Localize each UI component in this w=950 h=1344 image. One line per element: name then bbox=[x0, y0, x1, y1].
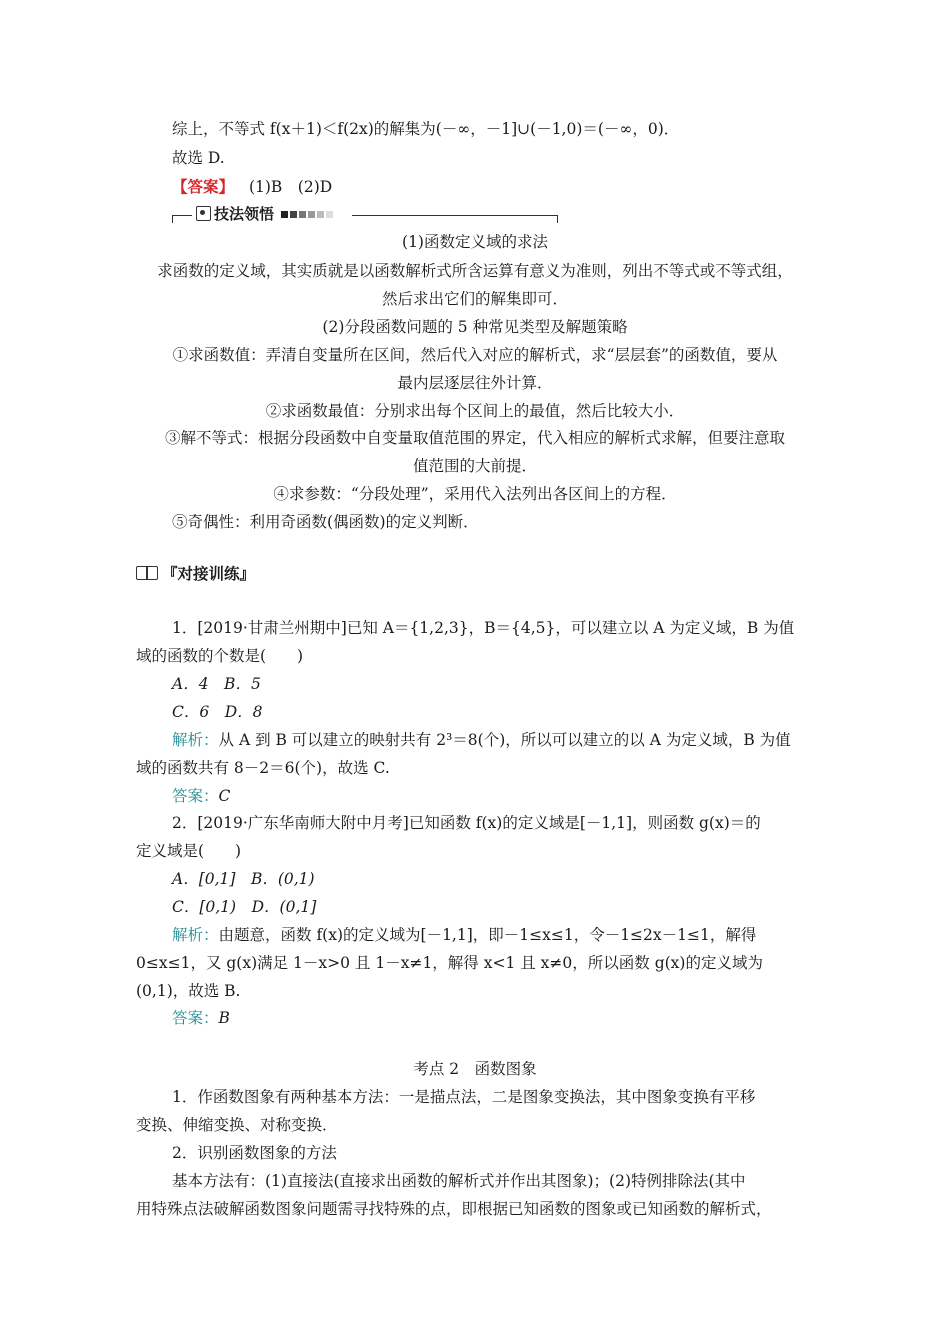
square-icon bbox=[317, 211, 324, 218]
tip-line: ④求参数：“分段处理”，采用代入法列出各区间上的方程． bbox=[273, 485, 677, 503]
solution-text: 从 A 到 B 可以建立的映射共有 2³＝8(个)，所以可以建立的以 A 为定义域，B 为值 bbox=[218, 731, 791, 749]
answer-line bbox=[172, 785, 230, 807]
square-icon bbox=[290, 211, 297, 218]
square-icon bbox=[308, 211, 315, 218]
tip-line: (2)分段函数问题的 5 种常见类型及解题策略 bbox=[322, 318, 628, 336]
square-icon bbox=[326, 211, 333, 218]
tip-line: ⑤奇偶性：利用奇函数(偶函数)的定义判断． bbox=[172, 513, 479, 531]
option-line: A．[0,1] B．(0,1) bbox=[172, 870, 315, 888]
tip-title: 技法领悟 bbox=[214, 205, 275, 223]
tip-line: 求函数的定义域，其实质就是以函数解析式所含运算有意义为准则，列出不等式或不等式组， bbox=[157, 262, 793, 280]
tip-line: (1)函数定义域的求法 bbox=[402, 233, 548, 251]
text-line: 1．作函数图象有两种基本方法：一是描点法，二是图象变换法，其中图象变换有平移 bbox=[172, 1088, 756, 1106]
training-title: 『对接训练』 bbox=[162, 565, 256, 583]
answer-label: 【答案】 bbox=[172, 177, 235, 196]
answer-value: C bbox=[218, 787, 231, 805]
answer-label: 答案： bbox=[172, 787, 219, 805]
text-line: 2．识别函数图象的方法 bbox=[172, 1144, 337, 1162]
answer-value: B bbox=[218, 1009, 230, 1027]
book-icon bbox=[136, 566, 158, 581]
option-line: C．6 D．8 bbox=[172, 703, 263, 721]
square-icon bbox=[299, 211, 306, 218]
question-line: 2．[2019·广东华南师大附中月考]已知函数 f(x)的定义域是[－1,1]，则函数 g(x)＝的 bbox=[172, 814, 761, 832]
solution-line bbox=[172, 924, 756, 946]
text-line: 基本方法有：(1)直接法(直接求出函数的解析式并作出其图象)；(2)特例排除法(其中 bbox=[172, 1172, 746, 1190]
tip-line: ②求函数最值：分别求出每个区间上的最值，然后比较大小． bbox=[265, 402, 685, 420]
tip-line: 值范围的大前提． bbox=[412, 457, 537, 475]
text-line: 故选 D. bbox=[172, 149, 225, 167]
solution-text: 由题意，函数 f(x)的定义域为[－1,1]，即－1≤x≤1，令－1≤2x－1≤1，解得 bbox=[218, 926, 757, 944]
solution-label: 解析： bbox=[172, 731, 219, 749]
section-title: 考点 2 函数图象 bbox=[413, 1060, 537, 1078]
question-line: 1．[2019·甘肃兰州期中]已知 A＝{1,2,3}，B＝{4,5}，可以建立以 A 为定义域，B 为值 bbox=[172, 619, 795, 637]
solution-line bbox=[172, 729, 791, 751]
answer-label: 答案： bbox=[172, 1009, 219, 1027]
solution-label: 解析： bbox=[172, 926, 219, 944]
tip-rule-right bbox=[352, 215, 558, 216]
question-line: 域的函数的个数是( ) bbox=[136, 647, 304, 665]
tip-icon bbox=[196, 206, 211, 221]
text-line: 变换、伸缩变换、对称变换． bbox=[136, 1116, 338, 1134]
tip-line: ③解不等式：根据分段函数中自变量取值范围的界定，代入相应的解析式求解，但要注意取 bbox=[164, 429, 785, 447]
tip-line: ①求函数值：弄清自变量所在区间，然后代入对应的解析式，求“层层套”的函数值，要从 bbox=[172, 346, 778, 364]
tip-line: 最内层逐层往外计算． bbox=[397, 374, 553, 392]
square-icon bbox=[281, 211, 288, 218]
answer-line bbox=[172, 176, 332, 198]
tip-header bbox=[196, 203, 333, 225]
tip-rule-tick bbox=[172, 215, 173, 223]
tip-rule-left bbox=[172, 215, 192, 216]
option-line: C．[0,1) D．(0,1] bbox=[172, 898, 317, 916]
question-line: 定义域是( ) bbox=[136, 842, 242, 860]
answer-text: (1)B (2)D bbox=[248, 178, 333, 196]
answer-line bbox=[172, 1007, 230, 1029]
solution-line: (0,1)，故选 B. bbox=[136, 982, 241, 1000]
training-header bbox=[136, 563, 255, 585]
option-line: A．4 B．5 bbox=[172, 675, 261, 693]
tip-rule-tick bbox=[557, 215, 558, 223]
solution-line: 0≤x≤1，又 g(x)满足 1－x>0 且 1－x≠1，解得 x<1 且 x≠0，所以函数 g(x)的定义域为 bbox=[136, 954, 763, 972]
solution-line: 域的函数共有 8－2＝6(个)，故选 C. bbox=[136, 759, 390, 777]
text-line: 综上，不等式 f(x＋1)＜f(2x)的解集为(－∞，－1]∪(－1,0)＝(－∞，0)． bbox=[172, 120, 680, 138]
tip-line: 然后求出它们的解集即可． bbox=[381, 290, 568, 308]
text-line: 用特殊点法破解函数图象问题需寻找特殊的点，即根据已知函数的图象或已知函数的解析式， bbox=[136, 1200, 772, 1218]
